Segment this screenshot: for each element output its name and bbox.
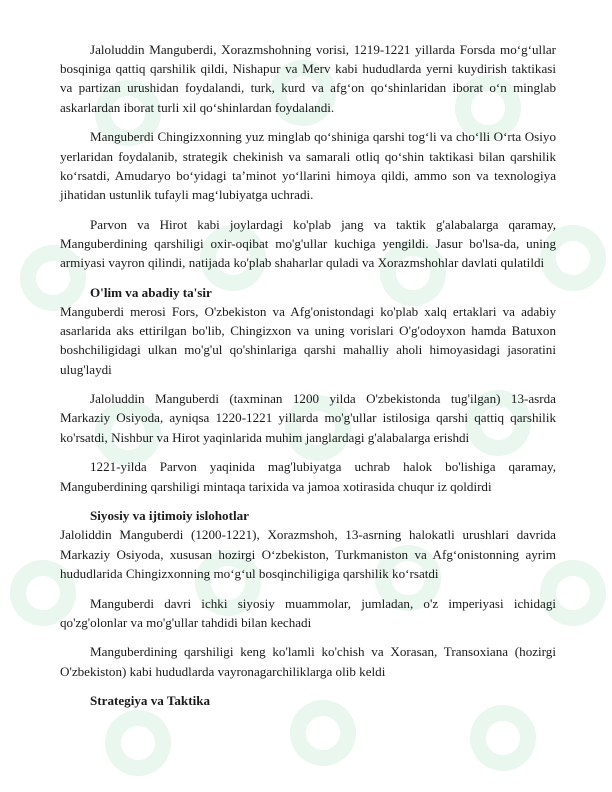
paragraph: Manguberdi Chingizxonning yuz minglab qo‘shiniga qarshi tog‘li va cho‘lli O‘rta Osiyo yerlaridan foydalanib, strategik chekinish va samarali otliq qo‘shin taktikasi bilan qarshilik ko‘rsatdi, Amudaryo bo‘yidagi ta’minot yo‘llarini himoya qildi, ammo son va texnologiya jihatidan ustunlik tufayli mag‘lubiyatga uchradi. [60, 129, 556, 202]
paragraph: Manguberdining qarshiligi keng ko'lamli ko'chish va Xorasan, Transoxiana (hozirgi O'zbekiston) kabi hududlarda vayronagarchiliklarga olib keldi [60, 644, 556, 679]
section-heading: O'lim va abadiy ta'sir [90, 284, 212, 300]
watermark-ring [93, 698, 183, 788]
paragraph: Parvon va Hirot kabi joylardagi ko'plab jang va taktik g'alabalarga qaramay, Manguberdining qarshiligi oxir-oqibat mo'g'ullar kuchiga yengildi. Jasur bo'lsa-da, uning armiyasi vayron qilindi, natijada ko'plab shaharlar quladi va Xorazmshohlar davlati qulatildi [60, 216, 556, 271]
paragraph: Jaloluddin Manguberdi, Xorazmshohning vorisi, 1219-1221 yillarda Forsda mo‘g‘ullar bosqiniga qattiq qarshilik qildi, Nishapur va Merv kabi hududlarda yerni kuydirish taktikasi va partizan urushidan foydalandi, turk, kurd va afg‘on qo‘shinlaridan iborat o‘n minglab askarlardan iborat turli xil qo‘shinlardan foydalandi. [60, 42, 556, 115]
paragraph: 1221-yilda Parvon yaqinida mag'lubiyatga uchrab halok bo'lishiga qaramay, Manguberdining qarshiligi mintaqa tarixida va jamoa xotirasida chuqur iz qoldirdi [60, 459, 556, 494]
section-heading: Siyosiy va ijtimoiy islohotlar [90, 508, 249, 524]
document-body [60, 40, 556, 711]
paragraph: Jaloliddin Manguberdi (1200-1221), Xorazmshoh, 13-asrning halokatli urushlari davrida Markaziy Osiyoda, xususan hozirgi O‘zbekiston, Turkmaniston va Afg‘onistonning ayrim hududlarida Chingizxonning mo‘g‘ul bosqinchiligiga qarshilik ko‘rsatdi [60, 527, 556, 581]
section-heading: Strategiya va Taktika [90, 693, 211, 709]
paragraph: Manguberdi merosi Fors, O'zbekiston va Afg'onistondagi ko'plab xalq ertaklari va adabiy asarlarida aks ettirilgan bo'lib, Chingizxon va uning vorislari O'g'odoyxon hamda Batuxon boshchiligidagi ulkan mo'g'ul qo'shinlariga qarshi mahalliy aholi himoyasidagi jasoratini ulug'laydi [60, 303, 556, 377]
paragraph: Manguberdi davri ichki siyosiy muammolar, jumladan, o'z imperiyasi ichidagi qo'zg'olonlar va mo'g'ullar tahdidi bilan kechadi [60, 595, 556, 630]
paragraph: Jaloluddin Manguberdi (taxminan 1200 yilda O'zbekistonda tug'ilgan) 13-asrda Markaziy Osiyoda, ayniqsa 1220-1221 yillarda mo'g'ullar istilosiga qarshi qattiq qarshilik ko'rsatdi, Nishbur va Hirot yaqinlarida muhim janglardagi g'alabalarga erishdi [60, 391, 556, 445]
